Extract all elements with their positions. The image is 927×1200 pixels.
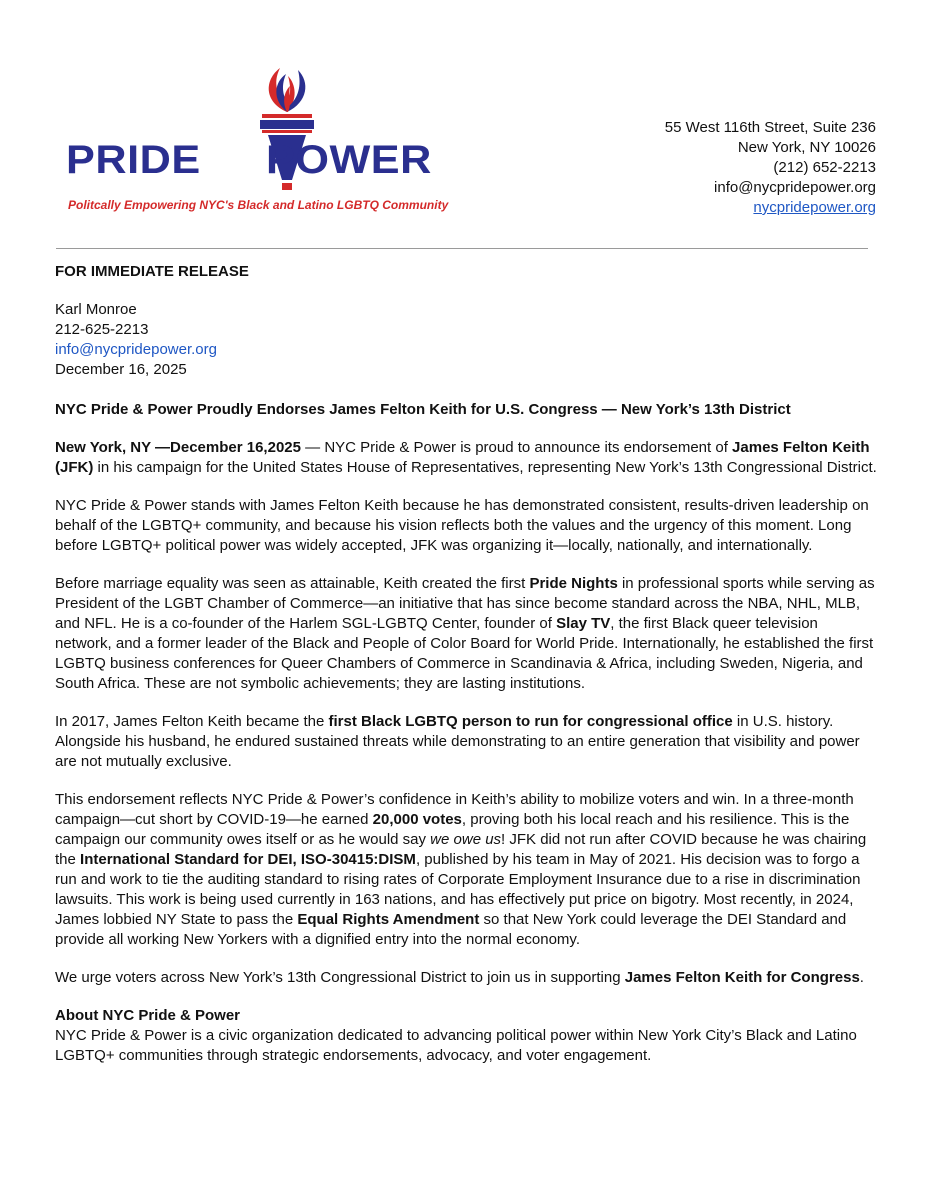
achievements-text-1: Before marriage equality was seen as attainable, Keith created the first [55,575,530,592]
logo-word-pride: PRIDE [66,138,201,182]
first-black-lgbtq: first Black LGBTQ person to run for congressional office [328,713,733,730]
about-body: NYC Pride & Power is a civic organization dedicated to advancing political power within New York City’s Black and Latino LGBTQ+ communities through strategic endorsements, advocacy, and voter engagement. [55,1027,857,1064]
paragraph-call-to-action [55,968,877,988]
paragraph-achievements [55,574,877,694]
logo-word-power: POWER [266,138,432,182]
endorsement-text-2: , proving both his local reach and his resilience. This is the campaign our community owes itself or as he would say [55,811,850,848]
address-line-1: 55 West 116th Street, Suite 236 [664,119,876,136]
slay-tv: Slay TV [556,615,611,632]
address-line-2: New York, NY 10026 [737,139,876,156]
endorsement-text-1: This endorsement reflects NYC Pride & Power’s confidence in Keith’s ability to mobilize voters and win. In a three-month campaign—cut short by COVID-19—he earned [55,791,854,828]
equal-rights-amendment: Equal Rights Amendment [297,911,480,928]
contact-name: Karl Monroe [55,301,137,318]
cta-text-2: . [859,969,864,986]
endorsement-text-5: so that New York could leverage the DEI Standard and provide all working New Yorkers with a dignified entry into the normal economy. [55,911,847,948]
paragraph-leadership: NYC Pride & Power stands with James Felton Keith because he has demonstrated consistent, results-driven leadership on behalf of the LGBTQ+ community, and because his vision reflects both the values and the urgency of this moment. Long before LGBTQ+ political power was widely accepted, JFK was organizing it—locally, nationally, and internationally. [55,497,869,554]
website-link[interactable]: nycpridepower.org [753,199,876,216]
press-release-body [55,262,877,1066]
contact-block [665,118,876,218]
logo-tagline: Politcally Empowering NYC's Black and Latino LGBTQ Community [68,198,449,212]
pride-power-logo [62,66,449,216]
intro-text-2: in his campaign for the United States House of Representatives, representing New York’s 13th Congressional District. [93,459,877,476]
endorsement-text-3: ! JFK did not run after COVID because he was chairing the [55,831,867,868]
release-label: FOR IMMEDIATE RELEASE [55,263,249,280]
history-text-1: In 2017, James Felton Keith became the [55,713,329,730]
campaign-name: James Felton Keith for Congress [624,969,860,986]
phone-number: (212) 652-2213 [773,159,876,176]
history-text-2: in U.S. history. Alongside his husband, he endured sustained threats while demonstrating to an entire generation that visibility and power are not mutually exclusive. [55,713,860,770]
pride-nights: Pride Nights [529,575,618,592]
we-owe-us: we owe us [430,831,502,848]
paragraph-endorsement [55,790,877,950]
paragraph-intro [55,438,877,478]
paragraph-history [55,712,877,772]
endorsement-text-4: , published by his team in May of 2021. His decision was to forgo a run and work to tie the auditing standard to rising rates of Corporate Employment Insurance due to a rise in discrimination lawsuits. This work is being used currently in 163 nations, and has effectively put price on bigotry. Most recently, in 2024, James lobbied NY State to pass the [55,851,861,928]
email-address: info@nycpridepower.org [714,179,876,196]
headline: NYC Pride & Power Proudly Endorses James Felton Keith for U.S. Congress — New York’s 13th District [55,401,791,418]
dateline: New York, NY —December 16,2025 [55,439,301,456]
release-date: December 16, 2025 [55,361,187,378]
achievements-text-3: , the first Black queer television network, and a former leader of the Black and People of Color Board for World Pride. Internationally, he established the first LGBTQ business conferences for Queer Chambers of Commerce in Scandinavia & Africa, including Sweden, Nigeria, and South Africa. These are not symbolic achievements; they are lasting institutions. [55,615,874,692]
achievements-text-2: in professional sports while serving as President of the LGBT Chamber of Commerce—an initiative that has since become standard across the NBA, NHL, MLB, and NFL. He is a co-founder of the Harlem SGL-LGBTQ Center, founder of [55,575,875,632]
iso-standard: International Standard for DEI, ISO-30415:DISM [80,851,416,868]
contact-email-link[interactable]: info@nycpridepower.org [55,341,217,358]
cta-text-1: We urge voters across New York’s 13th Congressional District to join us in supporting [55,969,625,986]
intro-text-1: — NYC Pride & Power is proud to announce its endorsement of [300,439,733,456]
header-divider [56,248,868,249]
about-title: About NYC Pride & Power [55,1007,241,1024]
candidate-name: James Felton Keith (JFK) [55,439,870,476]
votes-count: 20,000 votes [372,811,462,828]
contact-phone: 212-625-2213 [55,321,149,338]
